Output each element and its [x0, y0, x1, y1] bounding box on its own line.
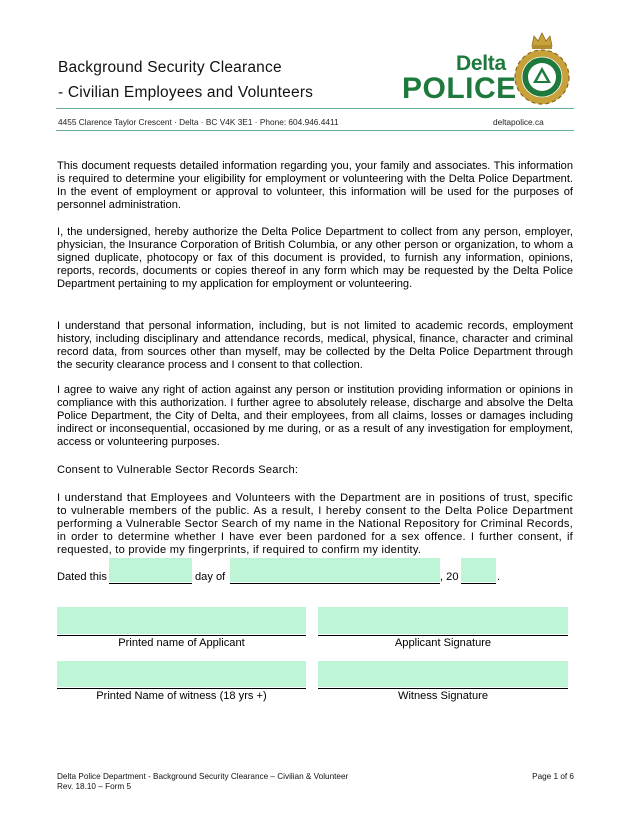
- police-crest-icon: [510, 30, 574, 106]
- paragraph-vulnerable-sector: I understand that Employees and Volunteers with the Department are in positions of trust, specific to vulnerable members of the public. As a result, I hereby consent to the Delta Police Department performing a Vulnerable Sector Search of my name in the National Repository for Criminal Records, in order to determine whether I have ever been pardoned for a sex offence. I further consent, if requested, to provide my fingerprints, if required to confirm my identity.: [57, 492, 573, 557]
- logo-word-police: POLICE: [402, 72, 517, 105]
- footer-revision: Rev. 18.10 – Form 5: [57, 782, 132, 791]
- logo-word-delta: Delta: [456, 52, 506, 75]
- website-link[interactable]: deltapolice.ca: [493, 117, 544, 127]
- month-underline: [230, 583, 440, 584]
- dated-this-label: Dated this: [57, 571, 107, 583]
- delta-police-logo: [402, 30, 574, 106]
- header-divider-bottom: [56, 130, 574, 131]
- witness-name-label: Printed Name of witness (18 yrs +): [96, 690, 267, 702]
- witness-name-input[interactable]: [57, 661, 306, 687]
- year-input[interactable]: [461, 558, 496, 582]
- witness-signature-line: [318, 688, 568, 689]
- consent-heading: Consent to Vulnerable Sector Records Search:: [57, 464, 299, 476]
- paragraph-purpose: This document requests detailed information regarding you, your family and associates. This information is required to determine your eligibility for employment or volunteering with the Delta Police Department. In the event of employment or approval to volunteer, this information will be used for the purposes of personnel administration.: [57, 160, 573, 212]
- year-prefix-label: , 20: [440, 571, 459, 583]
- witness-signature-label: Witness Signature: [397, 690, 489, 702]
- dated-period: .: [497, 571, 501, 583]
- day-underline: [109, 583, 192, 584]
- paragraph-authorization: I, the undersigned, hereby authorize the Delta Police Department to collect from any person, employer, physician, the Insurance Corporation of British Columbia, or any other person or organization, to whom a signed duplicate, photocopy or fax of this document is provided, to furnish any information, opinions, reports, records, documents or copies thereof in any form which may be requested by the Delta Police Department pertaining to my application for employment or volunteering.: [57, 226, 573, 291]
- paragraph-waiver: I agree to waive any right of action against any person or institution providing information or opinions in compliance with this authorization. I further agree to absolutely release, discharge and absolve the Delta Police Department, the City of Delta, and their employees, from all claims, losses or damages including indirect or inconsequential, occasioned by me during, or as a result of any investigation for employment, access or volunteering purposes.: [57, 384, 573, 449]
- applicant-signature-line: [318, 635, 568, 636]
- paragraph-personal-information: I understand that personal information, including, but is not limited to academic records, employment history, including disciplinary and attendance records, medical, physical, finance, character and criminal record data, from sources other than myself, may be collected by the Delta Police Department through the security clearance process and I consent to that collection.: [57, 320, 573, 372]
- year-underline: [461, 583, 496, 584]
- footer-form-title: Delta Police Department - Background Security Clearance – Civilian & Volunteer: [57, 772, 349, 781]
- applicant-name-line: [57, 635, 306, 636]
- applicant-signature-input[interactable]: [318, 607, 568, 634]
- day-input[interactable]: [109, 558, 192, 582]
- applicant-signature-label: Applicant Signature: [394, 637, 492, 649]
- document-title-line2: - Civilian Employees and Volunteers: [58, 84, 314, 101]
- witness-name-line: [57, 688, 306, 689]
- witness-signature-input[interactable]: [318, 661, 568, 687]
- page-number: Page 1 of 6: [532, 772, 574, 781]
- document-title-line1: Background Security Clearance: [58, 59, 282, 76]
- applicant-name-input[interactable]: [57, 607, 306, 634]
- day-of-label: day of: [195, 571, 226, 583]
- address-text: 4455 Clarence Taylor Crescent · Delta · BC V4K 3E1 · Phone: 604.946.4411: [58, 117, 339, 127]
- month-input[interactable]: [230, 558, 440, 582]
- header-divider-top: [56, 108, 574, 109]
- applicant-name-label: Printed name of Applicant: [118, 637, 245, 649]
